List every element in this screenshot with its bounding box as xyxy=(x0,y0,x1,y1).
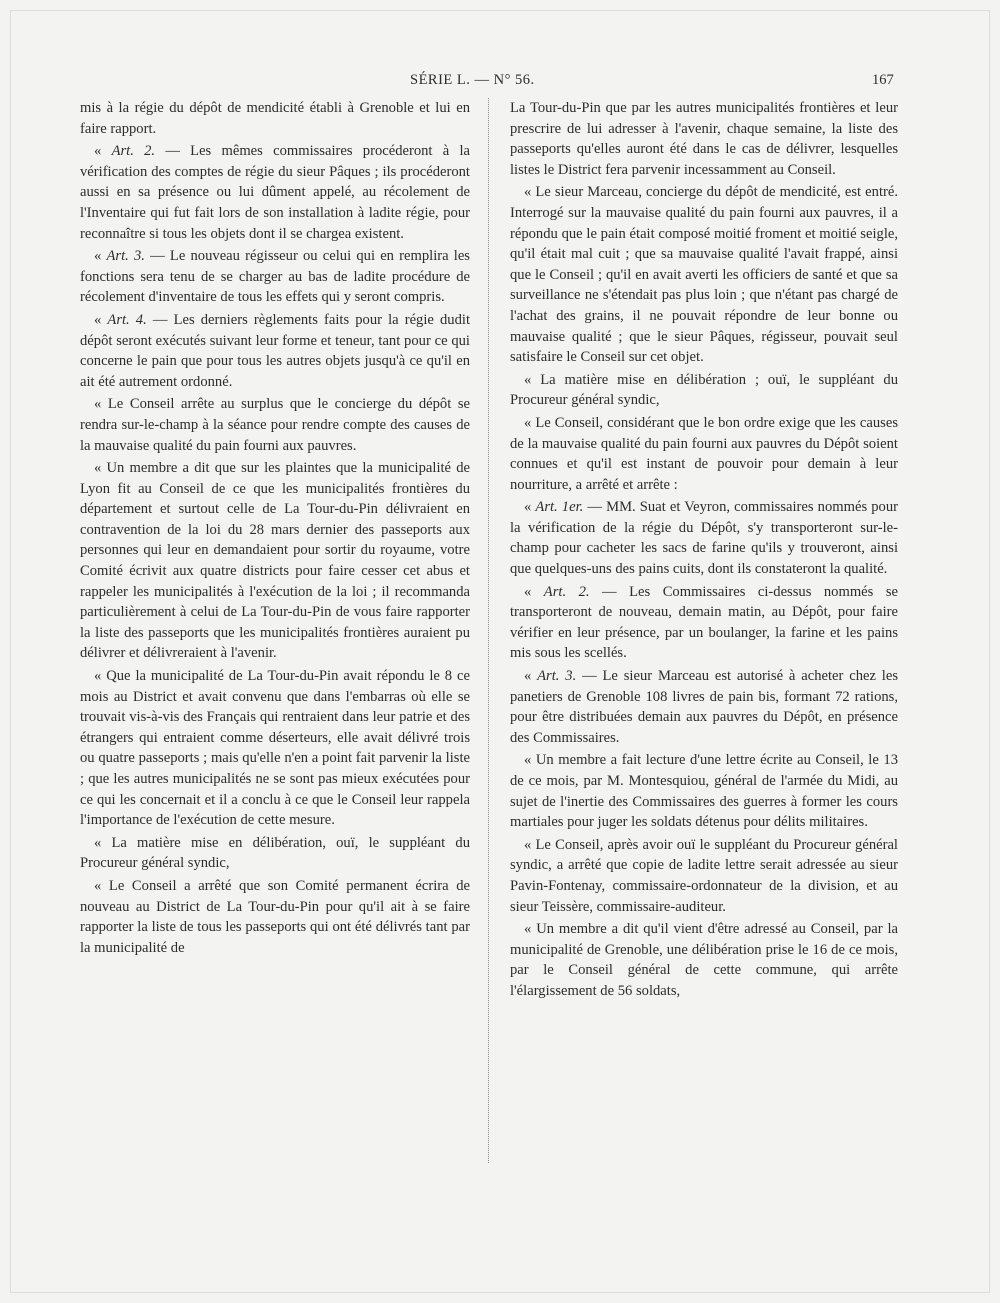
paragraph xyxy=(510,370,898,411)
paragraph xyxy=(510,750,898,832)
paragraph xyxy=(80,394,470,456)
paragraph xyxy=(510,413,898,495)
paragraph xyxy=(80,246,470,308)
paragraph xyxy=(80,833,470,874)
paragraph-lead: « xyxy=(94,248,107,265)
paragraph-lead: « xyxy=(524,668,538,685)
article-label: Art. 3. xyxy=(106,248,145,265)
paragraph-text: — Le nouveau régisseur ou celui qui en remplira les fonctions sera tenu de se charger au bas de ladite procédure de récolement d'inventaire de tous les effets qui y seront compris. xyxy=(80,248,470,306)
paragraph-text: — Le sieur Marceau est autorisé à acheter chez les panetiers de Grenoble 108 livres de pain bis, formant 72 rations, pour être distribuées demain aux pauvres du Dépôt, en présence des Commissaires. xyxy=(510,668,899,746)
paragraph-text: mis à la régie du dépôt de mendicité établi à Grenoble et lui en faire rapport. xyxy=(80,100,470,137)
paragraph xyxy=(80,876,470,958)
paragraph-text: La Tour-du-Pin que par les autres municipalités frontières et leur prescrire de lui adresser à l'avenir, chaque semaine, la liste des passeports qu'elles auront été dans le cas de délivrer, lesquelles listes le District fera parvenir incessamment au Conseil. xyxy=(510,100,898,178)
article-label: Art. 2. xyxy=(111,143,156,160)
article-label: Art. 3. xyxy=(537,668,577,685)
paragraph-text: « Un membre a dit qu'il vient d'être adressé au Conseil, par la municipalité de Grenoble, une délibération prise le 16 de ce mois, par le Conseil général de cette commune, qui arrête l'élargissement de 56 soldats, xyxy=(510,921,898,999)
paragraph-text: « Que la municipalité de La Tour-du-Pin avait répondu le 8 ce mois au District et avait convenu que dans l'embarras où elle se trouvait vis-à-vis des Français qui rentraient dans leur patrie et des étrangers qui entraient comme déserteurs, elle avait délivré trois ou quatre passeports ; mais qu'elle n'en a point fait parvenir la liste ; que les autres municipalités ne se sont pas mieux exécutées pour ce qui les concernait et il a conclu à ce que le Conseil leur rappela l'importance de l'exécution de cette mesure. xyxy=(80,668,470,829)
paragraph-text: — Les derniers règlements faits pour la régie dudit dépôt seront exécutés suivant leur forme et teneur, tant pour ce qui concerne le pain que pour tous les autres objets jusqu'à ce qu'il en ait été autrement ordonné. xyxy=(80,311,470,390)
paragraph-text: « Le Conseil a arrêté que son Comité permanent écrira de nouveau au District de La Tour-du-Pin pour qu'il ait à se faire rapporter la liste de tous les passeports qui ont été délivrés tant par la municipalité de xyxy=(80,877,470,956)
paragraph xyxy=(510,666,898,748)
paragraph-text: — MM. Suat et Veyron, commissaires nommés pour la vérification de la régie du Dépôt, s'y transporteront sur-le-champ pour cacheter les sacs de farine qu'ils y trouveront, ainsi que quelques-uns des pains cuits, dont ils constateront la qualité. xyxy=(510,499,898,578)
paragraph-text: « La matière mise en délibération, ouï, le suppléant du Procureur général syndic, xyxy=(80,834,470,872)
paragraph-text: « Un membre a dit que sur les plaintes que la municipalité de Lyon fit au Conseil de ce que les municipalités frontières du département et surtout celle de La Tour-du-Pin délivraient en contravention de la loi du 28 mars dernier des passeports aux personnes qui leur en demandaient pour sortir du royaume, votre Comité écrivit aux quatre districts pour faire cesser cet abus et rappeler les municipalités à l'exécution de la loi ; il recommanda particulièrement à celui de La Tour-du-Pin de vous faire rapporter la liste des passeports que les municipalités frontières auraient pu délivrer et délivreraient à l'avenir. xyxy=(80,460,470,662)
paragraph-lead: « xyxy=(524,583,544,600)
paragraph xyxy=(510,835,898,917)
paragraph-text: « Le Conseil arrête au surplus que le concierge du dépôt se rendra sur-le-champ à la séance pour rendre compte des causes de la mauvaise qualité du pain fourni aux pauvres. xyxy=(80,396,470,454)
running-head: SÉRIE L. — N° 56. xyxy=(410,72,535,88)
paragraph xyxy=(80,310,470,392)
column-divider xyxy=(488,98,489,1163)
paragraph-text: — Les Commissaires ci-dessus nommés se transporteront de nouveau, demain matin, au Dépôt, pour faire vérifier en leur présence, par un boulanger, la farine et les pains mis sous les scellés. xyxy=(510,583,898,662)
paragraph-lead: « xyxy=(94,311,108,328)
paragraph-text: « Un membre a fait lecture d'une lettre écrite au Conseil, le 13 de ce mois, par M. Montesquiou, général de l'armée du Midi, au sujet de l'inertie des Commissaires des guerres à former les cours martiales pour juger les soldats détenus pour délits militaires. xyxy=(510,752,898,831)
paragraph-text: « Le sieur Marceau, concierge du dépôt de mendicité, est entré. Interrogé sur la mauvaise qualité du pain fourni aux pauvres, il a répondu que le pain était composé moitié froment et moitié seigle, qu'il était mal cuit ; que sa mauvaise qualité l'avait frappé, ainsi que le Conseil ; qu'il en avait averti les officiers de santé et que sa surveillance ne s'étendait pas plus loin ; que n'étant pas chargé de l'achat des grains, il ne pouvait répondre de leur bonne ou mauvaise qualité ; que le sieur Pâques, régisseur, pouvait seul satisfaire le Conseil sur cet objet. xyxy=(510,184,898,366)
paragraph-text: « Le Conseil, après avoir ouï le suppléant du Procureur général syndic, a arrêté que copie de ladite lettre serait adressée au sieur Pavin-Fontenay, commissaire-ordonnateur de la division, et au sieur Teissère, commissaire-auditeur. xyxy=(510,836,898,915)
paragraph-text: « Le Conseil, considérant que le bon ordre exige que les causes de la mauvaise qualité du pain fourni aux pauvres du Dépôt soient connues et qu'il est instant de pouvoir pour demain à leur nourriture, a arrêté et arrête : xyxy=(510,414,898,493)
article-label: Art. 4. xyxy=(107,311,147,328)
paragraph xyxy=(510,919,898,1001)
paragraph xyxy=(510,98,898,180)
article-label: Art. 1er. xyxy=(535,499,584,516)
page-header xyxy=(0,72,1000,94)
page-number: 167 xyxy=(872,72,894,88)
paragraph-lead: « xyxy=(524,499,536,516)
paragraph xyxy=(80,98,470,139)
paragraph xyxy=(510,582,898,664)
paragraph xyxy=(510,497,898,579)
paragraph-lead: « xyxy=(94,143,112,160)
article-label: Art. 2. xyxy=(543,583,590,600)
left-column xyxy=(80,98,470,958)
paragraph-text: — Les mêmes commissaires procéderont à la vérification des comptes de régie du sieur Pâques ; ils procéderont aussi en sa présence ou lui dûment appelé, au récolement de l'Inventaire qui fut fait lors de son installation à ladite régie, pour reconnaître si tous les objets dont il se chargea existent. xyxy=(80,143,470,242)
paragraph-text: « La matière mise en délibération ; ouï, le suppléant du Procureur général syndic, xyxy=(510,371,898,409)
paragraph xyxy=(80,458,470,664)
paragraph xyxy=(510,182,898,367)
paragraph xyxy=(80,666,470,831)
right-column xyxy=(510,98,898,1002)
paragraph xyxy=(80,141,470,244)
